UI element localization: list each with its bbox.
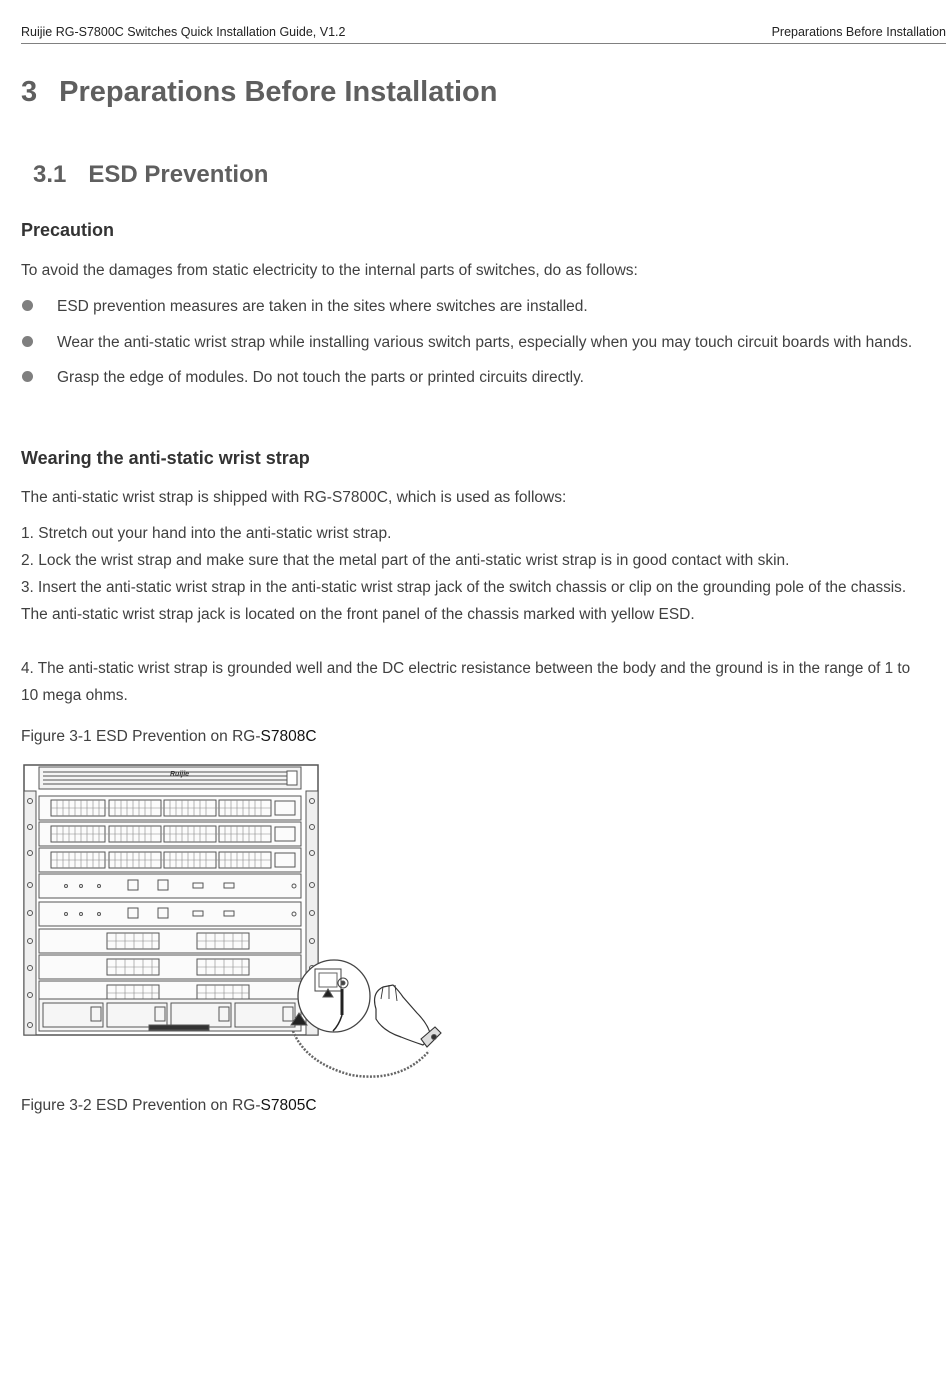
caption-prefix: Figure 3-2 ESD Prevention on RG- <box>21 1097 261 1114</box>
step-1: 1. Stretch out your hand into the anti-static wrist strap. <box>21 525 392 542</box>
caption-prefix: Figure 3-1 ESD Prevention on RG- <box>21 728 261 745</box>
step-3: 3. Insert the anti-static wrist strap in the anti-static wrist strap jack of the switch chassis or clip on the grounding pole of the chassis. <box>21 579 907 596</box>
caption-model: S7805C <box>260 1097 317 1114</box>
precaution-intro: To avoid the damages from static electricity to the internal parts of switches, do as follows: <box>21 262 638 279</box>
chapter-number: 3 <box>21 76 38 108</box>
bullet-marker <box>22 371 33 382</box>
caption-model: S7808C <box>260 728 317 745</box>
header-doc-title: Ruijie RG-S7800C Switches Quick Installation Guide, V1.2 <box>21 25 346 39</box>
bullet-marker <box>22 336 33 347</box>
chassis-wrist-strap-drawing <box>21 763 451 1083</box>
bullet-marker <box>22 300 33 311</box>
step-2: 2. Lock the wrist strap and make sure that the metal part of the anti-static wrist strap is in good contact with skin. <box>21 552 790 569</box>
figure-3-2-caption <box>21 1097 317 1115</box>
bullet-item: Grasp the edge of modules. Do not touch the parts or printed circuits directly. <box>57 369 584 386</box>
figure-3-1-caption <box>21 728 317 746</box>
wrist-strap-heading: Wearing the anti-static wrist strap <box>21 448 310 468</box>
section-heading <box>33 161 268 189</box>
bullet-item: ESD prevention measures are taken in the sites where switches are installed. <box>57 298 588 315</box>
brand-logo: Ruijie <box>170 771 190 778</box>
header-section-title: Preparations Before Installation <box>771 25 946 39</box>
wrist-strap-intro: The anti-static wrist strap is shipped with RG-S7800C, which is used as follows: <box>21 489 567 506</box>
chapter-title: Preparations Before Installation <box>59 76 498 108</box>
figure-3-1-esd-illustration <box>21 763 451 1088</box>
step-3-continued: The anti-static wrist strap jack is located on the front panel of the chassis marked with yellow ESD. <box>21 606 695 623</box>
bullet-item: Wear the anti-static wrist strap while installing various switch parts, especially when you may touch circuit boards with hands. <box>57 334 913 351</box>
section-title: ESD Prevention <box>88 161 269 188</box>
page-header <box>21 25 946 44</box>
step-4-continued: 10 mega ohms. <box>21 687 128 704</box>
step-4: 4. The anti-static wrist strap is grounded well and the DC electric resistance between the body and the ground is in the range of 1 to <box>21 660 911 677</box>
chapter-heading <box>21 76 497 109</box>
section-number: 3.1 <box>33 161 67 188</box>
precaution-heading: Precaution <box>21 220 115 240</box>
